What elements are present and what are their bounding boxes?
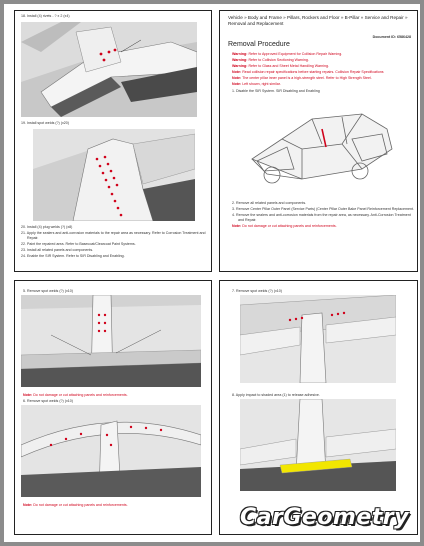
page-bottom-left xyxy=(14,280,212,535)
step-19-text: 19. Install spot welds (?) (x20) xyxy=(21,121,69,125)
warning-label: Warning: xyxy=(232,58,248,62)
note-label: Note: xyxy=(232,70,242,74)
note-label: Note: xyxy=(23,503,33,507)
warning-text[interactable]: Refer to Collision Sectioning Warning. xyxy=(248,58,309,62)
step-21-cont-text: Repair. xyxy=(27,236,39,240)
note-text: Do not damage or cut attaching panels and reinforcements. xyxy=(33,503,128,507)
breadcrumb: Vehicle » Body and Frame » Pillars, Rockers and Floor » B-Pillar » Service and Repair » Removal and Replacement xyxy=(228,15,408,26)
step-3-text: 3. Remove Center Pillar Outer Panel (Service Parts) (Center Pillar Outer Bake Panel Reinforcement Replacement. xyxy=(232,207,414,211)
figure-spot-welds xyxy=(33,129,195,221)
note-label: Note: xyxy=(232,76,242,80)
warning-text[interactable]: Refer to Glass and Sheet Metal Handling Warning. xyxy=(248,64,330,68)
note-label: Note: xyxy=(23,393,33,397)
document-id: Document ID: 6586428 xyxy=(372,35,411,39)
step-8-text: 8. Apply impact to shaded area (1) to release adhesive. xyxy=(232,393,320,397)
warning-label: Warning: xyxy=(232,64,248,68)
note-label: Note: xyxy=(232,224,242,228)
warning-label: Warning: xyxy=(232,52,248,56)
figure-remove-welds-2 xyxy=(21,405,201,497)
step-4-text: 4. Remove the sealers and anti-corrosion materials from the repair area, as necessary. Anti-Corrosion Treatment xyxy=(232,213,411,217)
step-6-text: 6. Remove spot welds (?) (x10) xyxy=(23,399,73,403)
page-top-right xyxy=(219,10,418,272)
figure-remove-welds-1 xyxy=(21,295,201,387)
figure-apply-impact xyxy=(240,399,396,491)
note-text: Do not damage or cut attaching panels and reinforcements. xyxy=(242,224,337,228)
page-bottom-right xyxy=(219,280,418,535)
step-7-text: 7. Remove spot welds (?) (x10) xyxy=(232,289,282,293)
step-5-text: 5. Remove spot welds (?) (x10) xyxy=(23,289,73,293)
step-2-text: 2. Remove all related panels and components. xyxy=(232,201,307,205)
page-top-left xyxy=(14,10,212,272)
warning-text[interactable]: Refer to Approved Equipment for Collision Repair Warning. xyxy=(248,52,343,56)
step-23-text: 23. Install all related panels and components. xyxy=(21,248,94,252)
step-1-text: 1. Disable the SIR System. SIR Disabling and Enabling xyxy=(232,89,320,93)
step-21-text: 21. Apply the sealers and anti-corrosion materials to the repair area as necessary. Refer to Corrosion Treatment and xyxy=(21,231,206,235)
step-4-cont-text: and Repair. xyxy=(238,218,257,222)
figure-remove-welds-3 xyxy=(240,295,396,383)
figure-body-shell xyxy=(242,99,398,191)
note-text[interactable]: Read collision repair specifications before starting repairs. Collision Repair Specifications xyxy=(242,70,384,74)
note-text[interactable]: The center pillar inner panel is a high-strength steel. Refer to High Strength Steel. xyxy=(242,76,372,80)
step-18-text: 18. Install (4) rivets - ? x 2 (x4) xyxy=(21,14,70,18)
note-text: Left shown, right similar. xyxy=(242,82,281,86)
step-24-text: 24. Enable the SIR System. Refer to SIR Disabling and Enabling. xyxy=(21,254,125,258)
figure-rivets xyxy=(21,22,197,117)
document-sheet xyxy=(4,4,420,542)
step-20-text: 20. Install (4) plug welds (?) (x8) xyxy=(21,225,73,229)
cargeometry-watermark-logo: CarGeometry xyxy=(240,505,409,530)
page-title: Removal Procedure xyxy=(228,41,290,48)
note-label: Note: xyxy=(232,82,242,86)
step-22-text: 22. Paint the repaired area. Refer to Basecoat/Clearcoat Paint Systems. xyxy=(21,242,136,246)
note-text: Do not damage or cut attaching panels and reinforcements. xyxy=(33,393,128,397)
